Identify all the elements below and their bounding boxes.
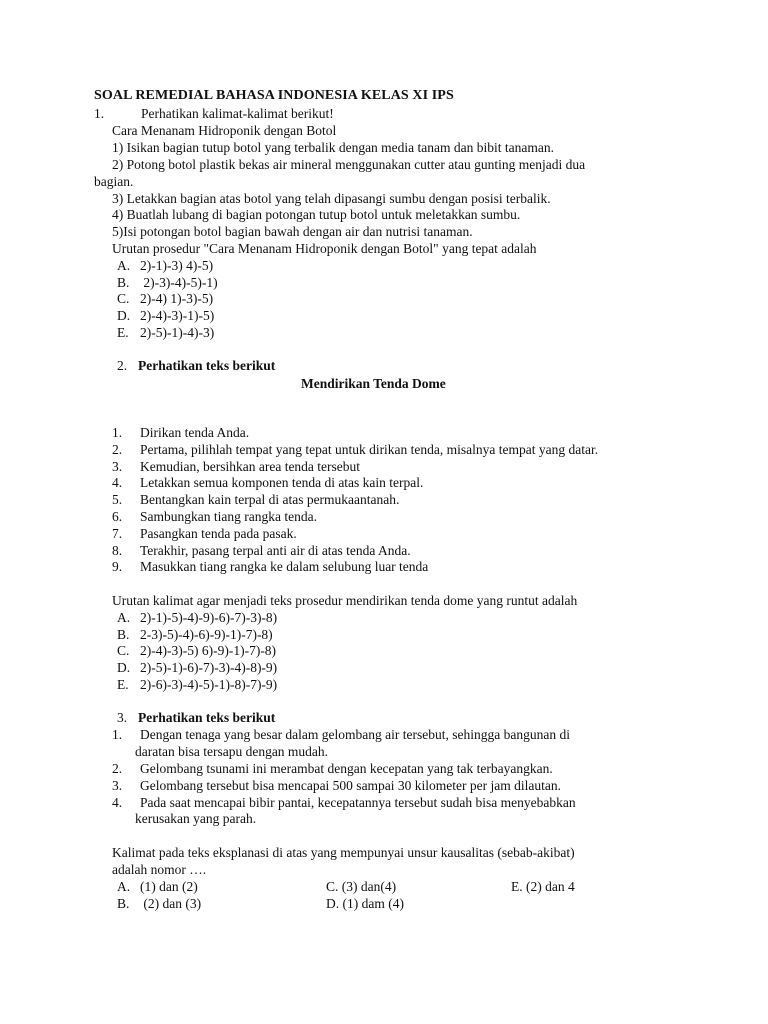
page-title: SOAL REMEDIAL BAHASA INDONESIA KELAS XI IPS <box>94 88 454 103</box>
q3-item-text: Dengan tenaga yang besar dalam gelombang air tersebut, sehingga bangunan di <box>140 727 570 742</box>
q2-instruction: Perhatikan teks berikut <box>138 358 276 373</box>
q2-heading: Mendirikan Tenda Dome <box>301 376 446 391</box>
q1-number: 1. <box>94 106 105 121</box>
q2-item-number: 8. <box>112 543 123 558</box>
q1-heading: Cara Menanam Hidroponik dengan Botol <box>112 123 337 138</box>
q3-option: E. (2) dan 4 <box>511 879 575 894</box>
q1-option-letter: C. <box>117 291 130 306</box>
q3-option: C. (3) dan(4) <box>326 879 397 894</box>
q1-option-letter: E. <box>117 325 129 340</box>
q2-item-number: 2. <box>112 442 123 457</box>
q1-step-continuation: bagian. <box>94 174 134 189</box>
q1-instruction: Perhatikan kalimat-kalimat berikut! <box>141 106 334 121</box>
q3-question-continuation: adalah nomor …. <box>112 862 207 877</box>
q2-option-text: 2)-4)-3)-5) 6)-9)-1)-7)-8) <box>140 643 277 658</box>
q3-item-text-continuation: daratan bisa tersapu dengan mudah. <box>135 744 329 759</box>
q2-item-text: Masukkan tiang rangka ke dalam selubung luar tenda <box>140 559 429 574</box>
q1-option-letter: A. <box>117 258 131 273</box>
q2-option-letter: D. <box>117 660 131 675</box>
q3-item-text: Gelombang tersebut bisa mencapai 500 sampai 30 kilometer per jam dilautan. <box>140 778 561 793</box>
q2-item-text: Sambungkan tiang rangka tenda. <box>140 509 317 524</box>
q1-question: Urutan prosedur "Cara Menanam Hidroponik dengan Botol" yang tepat adalah <box>112 241 537 256</box>
q2-item-number: 4. <box>112 475 123 490</box>
q2-item-number: 7. <box>112 526 123 541</box>
q3-item-number: 1. <box>112 727 123 742</box>
q2-option-letter: B. <box>117 627 130 642</box>
q3-instruction: Perhatikan teks berikut <box>138 710 276 725</box>
q1-step: 5)Isi potongan botol bagian bawah dengan air dan nutrisi tanaman. <box>112 224 473 239</box>
q2-option-text: 2)-5)-1)-6)-7)-3)-4)-8)-9) <box>140 660 278 675</box>
q2-item-text: Pertama, pilihlah tempat yang tepat untuk dirikan tenda, misalnya tempat yang datar. <box>140 442 599 457</box>
q2-item-text: Pasangkan tenda pada pasak. <box>140 526 297 541</box>
q2-option-text: 2)-1)-5)-4)-9)-6)-7)-3)-8) <box>140 610 278 625</box>
q1-option-text: 2)-4) 1)-3)-5) <box>140 291 214 306</box>
q3-option-letter: B. <box>117 896 130 911</box>
q3-item-number: 3. <box>112 778 123 793</box>
q2-item-number: 5. <box>112 492 123 507</box>
q2-item-text: Bentangkan kain terpal di atas permukaantanah. <box>140 492 400 507</box>
q3-item-text: Gelombang tsunami ini merambat dengan kecepatan yang tak terbayangkan. <box>140 761 553 776</box>
q2-item-number: 1. <box>112 425 123 440</box>
q3-item-number: 2. <box>112 761 123 776</box>
q3-option: D. (1) dam (4) <box>326 896 404 911</box>
q2-item-text: Terakhir, pasang terpal anti air di atas tenda Anda. <box>140 543 411 558</box>
q2-number: 2. <box>117 358 128 373</box>
q2-item-number: 9. <box>112 559 123 574</box>
q2-item-number: 3. <box>112 459 123 474</box>
q1-step: 3) Letakkan bagian atas botol yang telah dipasangi sumbu dengan posisi terbalik. <box>112 191 551 206</box>
q2-item-number: 6. <box>112 509 123 524</box>
q1-option-text: 2)-5)-1)-4)-3) <box>140 325 215 340</box>
q1-step: 1) Isikan bagian tutup botol yang terbalik dengan media tanam dan bibit tanaman. <box>112 140 554 155</box>
q3-item-text: Pada saat mencapai bibir pantai, kecepatannya tersebut sudah bisa menyebabkan <box>140 795 576 810</box>
q2-item-text: Letakkan semua komponen tenda di atas kain terpal. <box>140 475 424 490</box>
q3-question: Kalimat pada teks eksplanasi di atas yang mempunyai unsur kausalitas (sebab-akibat) <box>112 845 575 860</box>
q3-option-letter: A. <box>117 879 131 894</box>
q1-option-letter: B. <box>117 275 130 290</box>
q3-number: 3. <box>117 710 128 725</box>
q1-option-letter: D. <box>117 308 131 323</box>
q2-option-letter: C. <box>117 643 130 658</box>
q2-question: Urutan kalimat agar menjadi teks prosedur mendirikan tenda dome yang runtut adalah <box>112 593 578 608</box>
q2-option-letter: E. <box>117 677 129 692</box>
q3-option-text: (1) dan (2) <box>140 879 198 894</box>
q1-option-text: 2)-3)-4)-5)-1) <box>140 275 218 290</box>
q2-option-text: 2-3)-5)-4)-6)-9)-1)-7)-8) <box>140 627 273 642</box>
q2-option-letter: A. <box>117 610 131 625</box>
q1-step: 2) Potong botol plastik bekas air mineral menggunakan cutter atau gunting menjadi dua <box>112 157 586 172</box>
q2-option-text: 2)-6)-3)-4)-5)-1)-8)-7)-9) <box>140 677 278 692</box>
q1-step: 4) Buatlah lubang di bagian potongan tutup botol untuk meletakkan sumbu. <box>112 207 521 222</box>
q1-option-text: 2)-1)-3) 4)-5) <box>140 258 214 273</box>
q2-item-text: Kemudian, bersihkan area tenda tersebut <box>140 459 361 474</box>
q3-option-text: (2) dan (3) <box>140 896 202 911</box>
q3-item-text-continuation: kerusakan yang parah. <box>135 811 257 826</box>
q3-item-number: 4. <box>112 795 123 810</box>
q2-item-text: Dirikan tenda Anda. <box>140 425 250 440</box>
q1-option-text: 2)-4)-3)-1)-5) <box>140 308 215 323</box>
